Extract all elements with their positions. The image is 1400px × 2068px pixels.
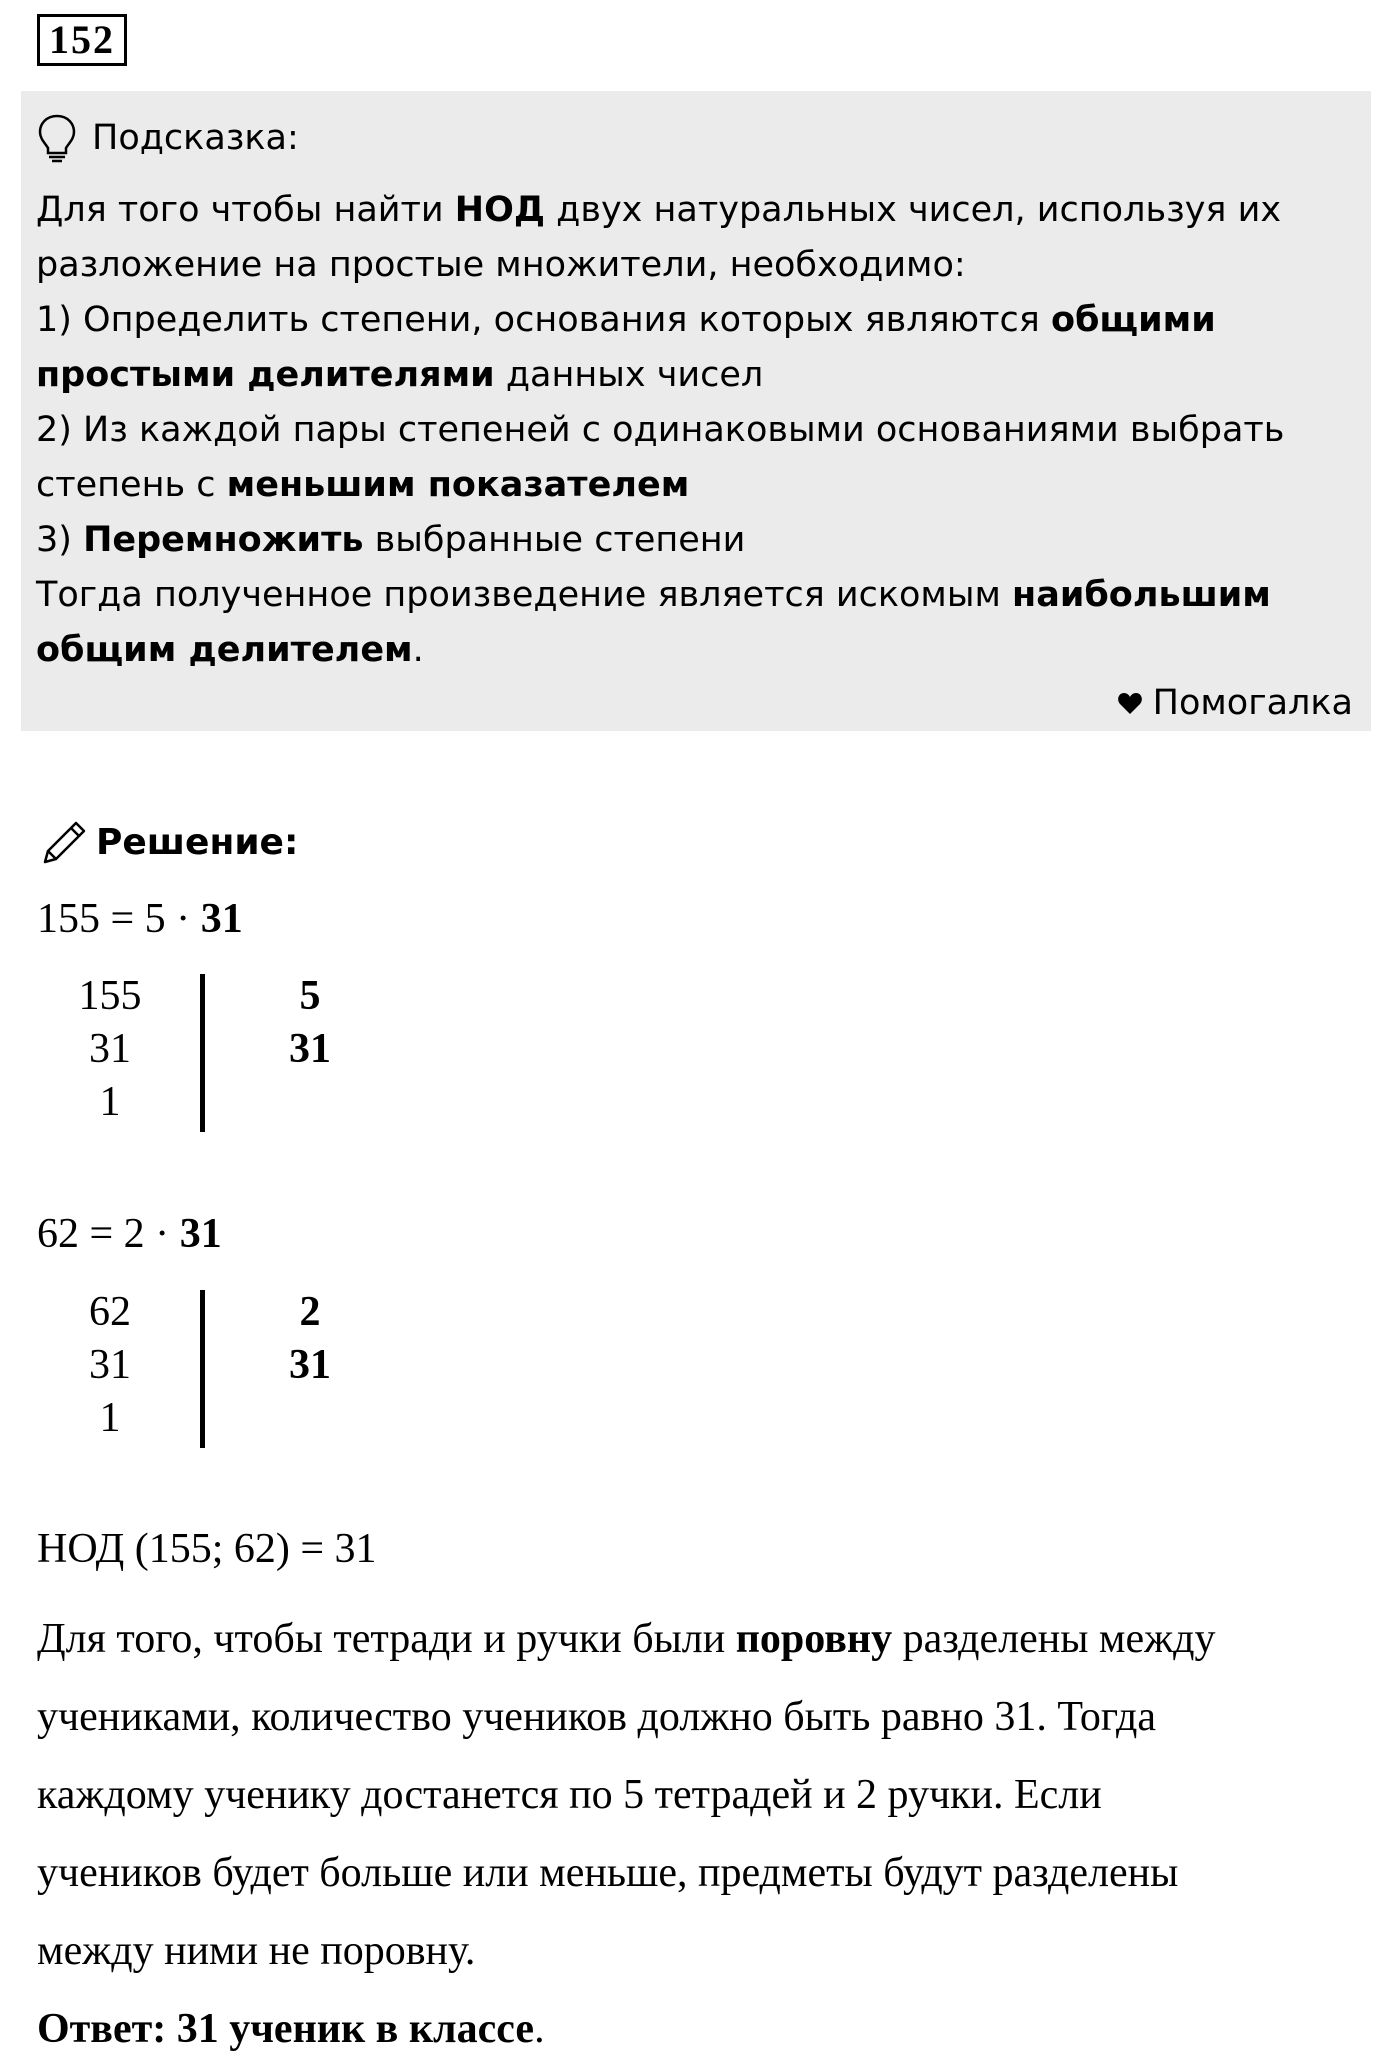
- factor-table-right-cell: 2: [299, 1289, 321, 1335]
- hint-line: [36, 403, 1355, 458]
- text-run: каждому ученику достанется по 5 тетрадей и 2 ручки. Если: [37, 1772, 1102, 1818]
- factor-table-left-cell: 31: [89, 1026, 131, 1072]
- equation-lhs: 62 = 2 ·: [37, 1211, 180, 1257]
- factorization-equation-2: [37, 1210, 222, 1258]
- text-run: учеников будет больше или меньше, предметы будут разделены: [37, 1850, 1179, 1896]
- text-run: Для того, чтобы тетради и ручки были: [37, 1616, 736, 1662]
- factor-table-divider: [200, 974, 205, 1132]
- hint-line: [36, 513, 1355, 568]
- factor-table-left-cell: 31: [89, 1342, 131, 1388]
- equation-lhs: 155 = 5 ·: [37, 896, 201, 942]
- text-run: Тогда полученное произведение является искомым: [36, 575, 1013, 615]
- pencil-icon: [40, 817, 90, 867]
- hint-line: [36, 183, 1355, 238]
- hint-line: [36, 293, 1355, 348]
- solution-header: [40, 812, 298, 872]
- bold-run: наибольшим: [1012, 575, 1271, 615]
- bold-run: поровну: [735, 1616, 893, 1662]
- factor-table-62: [60, 1286, 360, 1446]
- bold-run: Ответ: 31 ученик в классе: [37, 2006, 535, 2052]
- text-run: двух натуральных чисел, используя их: [545, 190, 1282, 230]
- factor-table-left-cell: 155: [78, 973, 142, 1019]
- bold-run: общим делителем: [36, 630, 413, 670]
- solution-line: [37, 1834, 1367, 1912]
- factor-table-right-cell: [260, 1076, 360, 1129]
- text-run: разложение на простые множители, необходимо:: [36, 245, 966, 285]
- hint-line: [36, 568, 1355, 623]
- text-run: 2) Из каждой пары степеней с одинаковыми основаниями выбрать: [36, 410, 1285, 450]
- hint-header: [36, 103, 1355, 173]
- factorization-equation-1: [37, 895, 243, 943]
- solution-title: Решение:: [96, 821, 299, 863]
- bold-run: общими: [1050, 300, 1216, 340]
- hint-line: [36, 458, 1355, 513]
- factor-table-155: [60, 970, 360, 1130]
- bold-run: Перемножить: [83, 520, 364, 560]
- credit-label: Помогалка: [1152, 683, 1353, 723]
- bold-run: меньшим показателем: [226, 465, 690, 505]
- bold-run: простыми делителями: [36, 355, 495, 395]
- text-run: степень с: [36, 465, 227, 505]
- factor-table-left-cell: 1: [99, 1079, 121, 1125]
- solution-line: [37, 1912, 1367, 1990]
- factor-table-right-cell: [260, 1392, 360, 1445]
- factor-table-right-cell: 31: [289, 1342, 331, 1388]
- solution-line: [37, 1600, 1367, 1678]
- solution-paragraph: [37, 1600, 1367, 2068]
- hint-box: [21, 91, 1371, 731]
- heart-icon: [1117, 692, 1143, 716]
- hint-title: Подсказка:: [92, 117, 299, 158]
- text-run: учениками, количество учеников должно быть равно 31. Тогда: [37, 1694, 1156, 1740]
- equation-factor: 31: [200, 896, 243, 942]
- task-number: 152: [37, 14, 127, 66]
- hint-body: [36, 183, 1355, 678]
- solution-line: [37, 1756, 1367, 1834]
- bold-run: НОД: [454, 190, 546, 230]
- text-run: .: [412, 630, 424, 670]
- text-run: выбранные степени: [363, 520, 746, 560]
- factor-table-left-cell: 62: [89, 1289, 131, 1335]
- hint-line: [36, 348, 1355, 403]
- lightbulb-icon: [36, 113, 78, 163]
- equation-factor: 31: [179, 1211, 222, 1257]
- factor-table-divider: [200, 1290, 205, 1448]
- text-run: разделены между: [892, 1616, 1216, 1662]
- text-run: 3): [36, 520, 84, 560]
- factor-table-right-cell: 5: [299, 973, 321, 1019]
- text-run: данных чисел: [494, 355, 764, 395]
- factor-table-right-cell: 31: [289, 1026, 331, 1072]
- solution-line: [37, 1678, 1367, 1756]
- text-run: 1) Определить степени, основания которых являются: [36, 300, 1051, 340]
- factor-table-left-cell: 1: [99, 1395, 121, 1441]
- text-run: между ними не поровну.: [37, 1928, 476, 1974]
- hint-line: [36, 238, 1355, 293]
- gcd-result: НОД (155; 62) = 31: [37, 1526, 377, 1572]
- answer-line: [37, 1990, 1367, 2068]
- text-run: Для того чтобы найти: [36, 190, 455, 230]
- text-run: .: [534, 2006, 545, 2052]
- hint-line: [36, 623, 1355, 678]
- credit: [1117, 676, 1353, 731]
